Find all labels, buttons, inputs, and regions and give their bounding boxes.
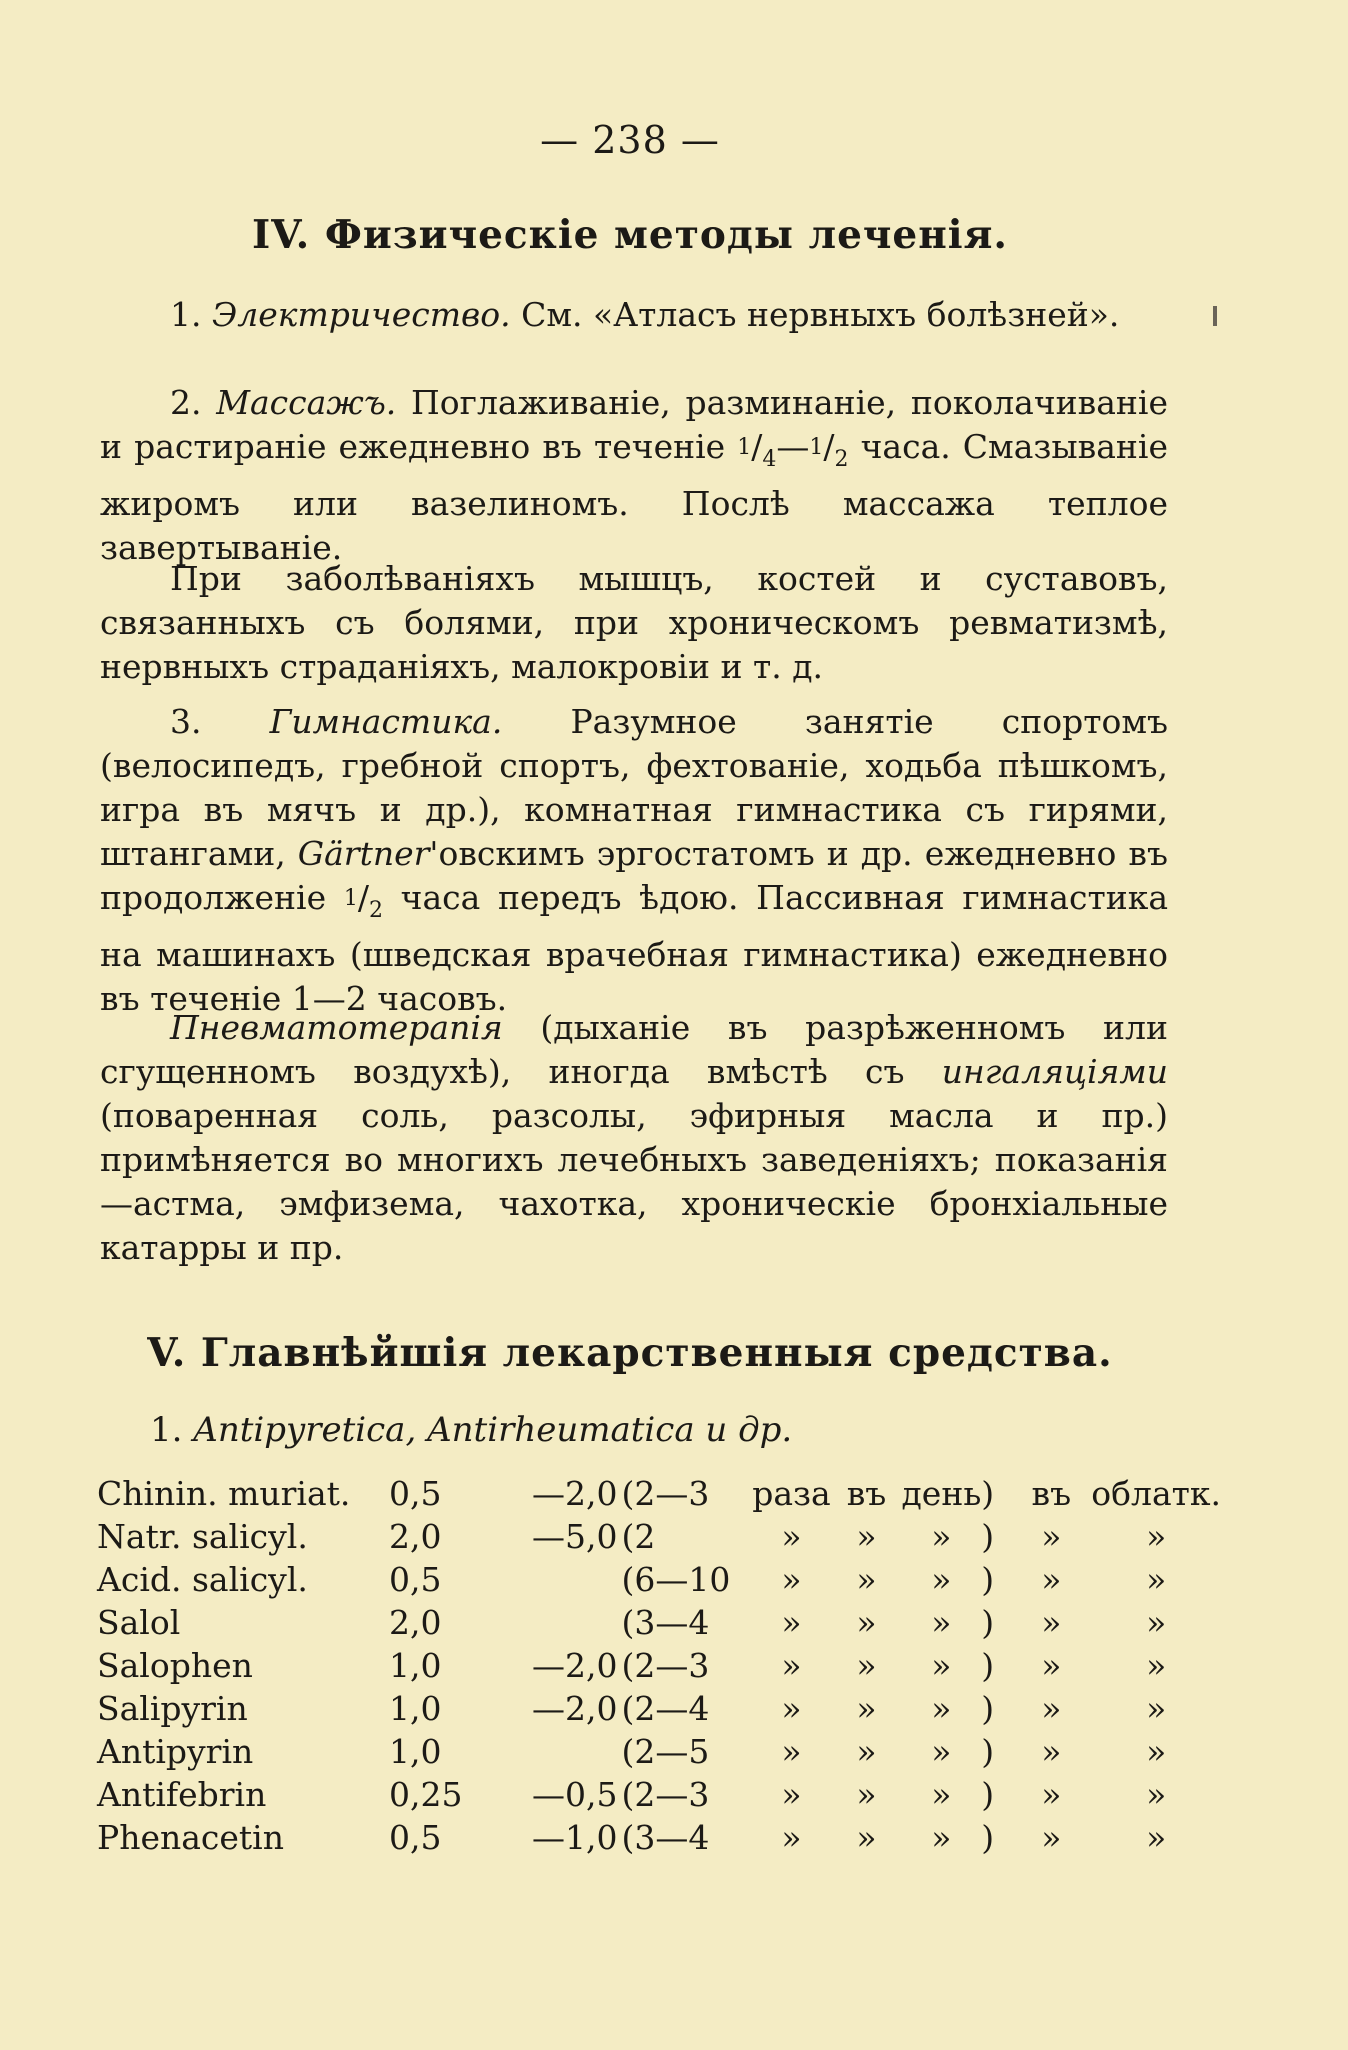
fraction-denominator: 2 — [368, 898, 383, 923]
item-number: 2. — [170, 383, 202, 422]
unit-cell: » — [781, 1646, 802, 1685]
fraction-denominator: 4 — [762, 447, 777, 472]
form-cell: » — [1146, 1603, 1167, 1642]
section-heading-medicines: V. Главнѣйшiя лекарственныя средства. — [147, 1330, 1113, 1376]
unit-cell: раза — [752, 1474, 831, 1513]
dose-max-cell: —2,0 — [532, 1474, 618, 1513]
table-row — [97, 1644, 1221, 1687]
page-number: — 238 — — [540, 118, 720, 162]
group-name-b: Antirheumatica и др. — [427, 1410, 793, 1450]
drug-name-cell: Antipyrin — [97, 1732, 254, 1771]
times-cell: (2—5 — [621, 1732, 710, 1771]
form-cell: » — [1146, 1818, 1167, 1857]
period-cell: день — [901, 1474, 982, 1513]
per-cell: » — [856, 1517, 877, 1556]
fraction-numerator: 1 — [737, 435, 752, 460]
form-cell: облатк. — [1091, 1474, 1222, 1513]
dose-min-cell: 0,5 — [389, 1818, 442, 1857]
times-cell: (3—4 — [621, 1603, 710, 1642]
times-cell: (2—3 — [621, 1474, 710, 1513]
drug-name-cell: Natr. salicyl. — [97, 1517, 308, 1556]
item-text: часа передъ ѣдою. Пассивная гимнастика на машинахъ (шведская врачебная гимнастика) ежедневно въ теченiе 1—2 часовъ. — [100, 878, 1169, 1018]
table-row — [97, 1558, 1221, 1601]
margin-mark — [1213, 306, 1217, 326]
medicine-group-title — [150, 1410, 792, 1450]
item-title: Массажъ. — [216, 383, 397, 422]
dose-min-cell: 0,25 — [389, 1775, 463, 1814]
period-cell: » — [931, 1517, 952, 1556]
item-text: (дыханiе въ разрѣженномъ или сгущенномъ воздухѣ), иногда вмѣстѣ съ — [100, 1008, 1168, 1091]
form-prefix-cell: въ — [1031, 1474, 1072, 1513]
fraction-numerator: 1 — [343, 886, 358, 911]
close-paren-cell: ) — [981, 1732, 995, 1771]
per-cell: » — [856, 1560, 877, 1599]
paragraph-pneumatotherapy — [100, 1006, 1168, 1270]
drug-name-cell: Salol — [97, 1603, 181, 1642]
period-cell: » — [931, 1732, 952, 1771]
dose-max-cell: —0,5 — [532, 1775, 618, 1814]
period-cell: » — [931, 1646, 952, 1685]
times-cell: (6—10 — [621, 1560, 731, 1599]
unit-cell: » — [781, 1689, 802, 1728]
form-prefix-cell: » — [1041, 1689, 1062, 1728]
form-prefix-cell: » — [1041, 1603, 1062, 1642]
per-cell: въ — [846, 1474, 887, 1513]
times-cell: (2—3 — [621, 1775, 710, 1814]
close-paren-cell: ) — [981, 1474, 995, 1513]
fraction-numerator: 1 — [809, 435, 824, 460]
table-row — [97, 1515, 1221, 1558]
form-prefix-cell: » — [1041, 1775, 1062, 1814]
form-cell: » — [1146, 1517, 1167, 1556]
drug-name-cell: Acid. salicyl. — [97, 1560, 308, 1599]
item-text: При заболѣванiяхъ мышцъ, костей и суставовъ, связанныхъ съ болями, при хроническомъ ревматизмѣ, нервныхъ страданiяхъ, малокровiи и т. д. — [100, 559, 1168, 686]
dose-max-cell: —1,0 — [532, 1818, 618, 1857]
per-cell: » — [856, 1646, 877, 1685]
drug-name-cell: Chinin. muriat. — [97, 1474, 351, 1513]
period-cell: » — [931, 1689, 952, 1728]
table-row — [97, 1816, 1221, 1859]
dash: — — [776, 427, 810, 466]
dose-max-cell: —2,0 — [532, 1689, 618, 1728]
close-paren-cell: ) — [981, 1818, 995, 1857]
per-cell: » — [856, 1732, 877, 1771]
drug-name-cell: Salipyrin — [97, 1689, 248, 1728]
dose-max-cell — [462, 1558, 621, 1601]
item-title: Гимнастика. — [269, 702, 503, 741]
person-name: Gärtner — [297, 834, 430, 873]
table-row — [97, 1730, 1221, 1773]
dose-min-cell: 1,0 — [389, 1646, 442, 1685]
section-heading-physical-methods: IV. Физическiе методы леченiя. — [251, 212, 1008, 258]
form-cell: » — [1146, 1560, 1167, 1599]
per-cell: » — [856, 1818, 877, 1857]
dose-max-cell: —2,0 — [532, 1646, 618, 1685]
fraction-denominator: 2 — [834, 447, 849, 472]
close-paren-cell: ) — [981, 1775, 995, 1814]
times-cell: (3—4 — [621, 1818, 710, 1857]
form-cell: » — [1146, 1775, 1167, 1814]
close-paren-cell: ) — [981, 1603, 995, 1642]
dose-min-cell: 1,0 — [389, 1689, 442, 1728]
item-text: 'овскимъ эргостатомъ и др. ежедневно въ продолженiе — [100, 834, 1168, 917]
drug-name-cell: Antifebrin — [97, 1775, 267, 1814]
times-cell: (2—4 — [621, 1689, 710, 1728]
paragraph-massage: 2. Массажъ. Поглаживанiе, разминанiе, поколачиванiе и растиранiе ежедневно въ теченiе $1/_4—1/_2$ часа. Смазыванiе жиромъ или вазелиномъ. Послѣ массажа теплое завертыванiе. — [100, 383, 1168, 567]
period-cell: » — [931, 1560, 952, 1599]
dose-max-cell — [462, 1730, 621, 1773]
dose-max-cell: —5,0 — [532, 1517, 618, 1556]
form-prefix-cell: » — [1041, 1646, 1062, 1685]
close-paren-cell: ) — [981, 1517, 995, 1556]
per-cell: » — [856, 1689, 877, 1728]
form-cell: » — [1146, 1689, 1167, 1728]
close-paren-cell: ) — [981, 1560, 995, 1599]
close-paren-cell: ) — [981, 1646, 995, 1685]
table-row — [97, 1472, 1221, 1515]
unit-cell: » — [781, 1603, 802, 1642]
item-number: 1. — [150, 1410, 183, 1450]
medicine-dosage-table — [97, 1472, 1221, 1859]
period-cell: » — [931, 1603, 952, 1642]
form-prefix-cell: » — [1041, 1517, 1062, 1556]
unit-cell: » — [781, 1732, 802, 1771]
item-text: часа. Смазыванiе жиромъ или вазелиномъ. Послѣ массажа теплое завертыванiе. — [100, 427, 1168, 567]
item-number: 1. — [170, 295, 202, 334]
paragraph-gymnastics: 3. Гимнастика. Разумное занятiе спортомъ (велосипедъ, гребной спортъ, фехтованiе, ходьба пѣшкомъ, игра въ мячъ и др.), комнатная гимнастика съ гирями, штангами, Gärtner'овскимъ эргостатомъ и др. ежедневно въ продолженiе $1/_2$ часа передъ ѣдою. Пассивная гимнастика на машинахъ (шведская врачебная гимнастика) ежедневно въ теченiе 1—2 часовъ. — [100, 702, 1169, 1018]
dose-min-cell: 0,5 — [389, 1474, 442, 1513]
paragraph-electricity — [100, 293, 1168, 337]
per-cell: » — [856, 1775, 877, 1814]
unit-cell: » — [781, 1818, 802, 1857]
table-row — [97, 1687, 1221, 1730]
form-prefix-cell: » — [1041, 1732, 1062, 1771]
form-prefix-cell: » — [1041, 1560, 1062, 1599]
table-row — [97, 1773, 1221, 1816]
form-prefix-cell: » — [1041, 1818, 1062, 1857]
item-title: Электричество. — [212, 295, 511, 334]
dose-min-cell: 1,0 — [389, 1732, 442, 1771]
drug-name-cell: Phenacetin — [97, 1818, 284, 1857]
item-text: Разумное занятiе спортомъ (велосипедъ, гребной спортъ, фехтованiе, ходьба пѣшкомъ, игра въ мячъ и др.), комнатная гимнастика съ гирями, штангами, — [100, 702, 1169, 873]
item-text: (поваренная соль, разсолы, эфирныя масла и пр.) примѣняется во многихъ лечебныхъ заведенiяхъ; показанiя—астма, эмфизема, чахотка, хроническiе бронхiальные катарры и пр. — [100, 1096, 1168, 1267]
unit-cell: » — [781, 1775, 802, 1814]
times-cell: (2 — [621, 1517, 656, 1556]
item-title: Пневматотерапiя — [170, 1008, 503, 1047]
per-cell: » — [856, 1603, 877, 1642]
form-cell: » — [1146, 1732, 1167, 1771]
times-cell: (2—3 — [621, 1646, 710, 1685]
unit-cell: » — [781, 1517, 802, 1556]
inhalation-term: ингаляцiями — [941, 1052, 1168, 1091]
form-cell: » — [1146, 1646, 1167, 1685]
unit-cell: » — [781, 1560, 802, 1599]
item-text: См. «Атласъ нервныхъ болѣзней». — [521, 295, 1120, 334]
item-text: Поглаживанiе, разминанiе, поколачиванiе и растиранiе ежедневно въ теченiе — [100, 383, 1168, 466]
close-paren-cell: ) — [981, 1689, 995, 1728]
dose-min-cell: 0,5 — [389, 1560, 442, 1599]
dose-min-cell: 2,0 — [389, 1517, 442, 1556]
group-name-a: Antipyretica, — [193, 1410, 417, 1450]
paragraph-indications — [100, 557, 1168, 689]
period-cell: » — [931, 1775, 952, 1814]
dose-min-cell: 2,0 — [389, 1603, 442, 1642]
item-number: 3. — [170, 702, 202, 741]
drug-name-cell: Salophen — [97, 1646, 253, 1685]
dose-max-cell — [462, 1601, 621, 1644]
period-cell: » — [931, 1818, 952, 1857]
table-row — [97, 1601, 1221, 1644]
